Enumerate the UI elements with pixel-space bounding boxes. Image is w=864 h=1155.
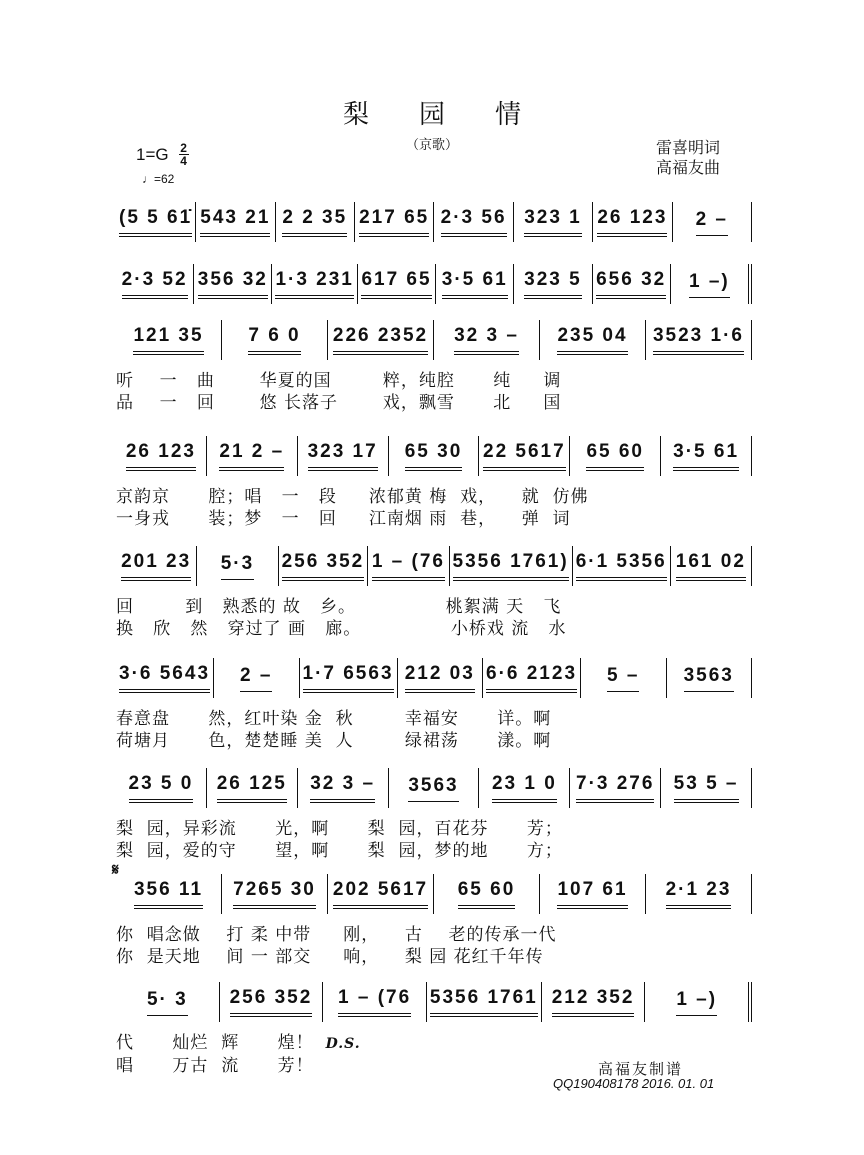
- lyric-text: 梨 园，异彩流 光，啊 梨 园，百花芬 芳；: [116, 819, 563, 839]
- dal-segno-mark: D.S.: [325, 1036, 361, 1052]
- lyric-text: 梨 园，爱的守 望，啊 梨 园，梦的地 方；: [116, 841, 563, 861]
- score-system: [116, 258, 752, 304]
- measure: [222, 874, 328, 914]
- note-group: 217 65: [359, 207, 429, 237]
- measure: [514, 264, 592, 304]
- note-group: 2·3 56: [441, 207, 507, 237]
- measure: [573, 546, 671, 586]
- measure: [646, 874, 752, 914]
- tempo-mark: ♩=62: [142, 172, 175, 186]
- note-group: 5· 3: [147, 989, 188, 1016]
- note-group: 3·5 61: [442, 269, 508, 299]
- measure: [279, 546, 369, 586]
- note-group: 22 5617: [483, 441, 566, 471]
- measure: [116, 658, 214, 698]
- lyric-verse-2: [116, 392, 752, 414]
- measure: [581, 658, 666, 698]
- contact-info: QQ190408178 2016. 01. 01: [553, 1076, 715, 1091]
- measure: [116, 546, 197, 586]
- lyric-verse-1: [116, 596, 752, 618]
- song-title: 梨园情: [342, 100, 571, 130]
- measure: [300, 658, 398, 698]
- lyric-verse-1: [116, 1032, 752, 1055]
- measure: [207, 768, 298, 808]
- measure: [646, 320, 752, 360]
- note-group: 5 –: [607, 665, 639, 692]
- note-group: 32 3 –: [454, 325, 519, 355]
- note-group: 323 5: [524, 269, 582, 299]
- lyric-text: 你 是天地 间 一 部交 响， 梨 园 花红千年传: [116, 947, 544, 967]
- measure: [276, 202, 355, 242]
- note-group: 543 21: [200, 207, 270, 237]
- time-signature: [179, 142, 189, 167]
- measure: [389, 768, 480, 808]
- measure: [398, 658, 483, 698]
- measure: [197, 546, 278, 586]
- notation-line: [116, 652, 752, 698]
- note-group: 2 –: [696, 209, 728, 236]
- measure: [116, 264, 194, 304]
- note-group: 5·3: [221, 553, 254, 580]
- lyric-text: 换 欣 然 穿过了 画 廊。 小桥戏 流 水: [116, 619, 567, 639]
- lyricist: 雷喜明词: [656, 138, 721, 157]
- measure: [194, 264, 272, 304]
- measure: [298, 436, 389, 476]
- note-group: 26 125: [217, 773, 287, 803]
- measure: [671, 546, 752, 586]
- measure: [667, 658, 752, 698]
- lyric-text: 春意盘 然，红叶染 金 秋 幸福安 详。啊: [116, 709, 552, 729]
- note-group: 26 123: [597, 207, 667, 237]
- lyrics-block: [116, 486, 752, 530]
- note-group: 6·1 5356: [576, 551, 667, 581]
- score-system: [116, 430, 752, 530]
- measure: [645, 982, 752, 1022]
- measure: [593, 202, 672, 242]
- measure: [661, 436, 752, 476]
- note-group: 212 352: [552, 987, 635, 1017]
- note-group: 617 65: [361, 269, 431, 299]
- note-group: 256 352: [282, 551, 365, 581]
- measure: [570, 768, 661, 808]
- note-group: 323 1: [524, 207, 582, 237]
- measure: [542, 982, 646, 1022]
- score-system: [116, 762, 752, 862]
- note-group: 201 23: [121, 551, 191, 581]
- notation-line: [116, 762, 752, 808]
- note-group: 121 35: [133, 325, 203, 355]
- key-signature: [136, 142, 189, 167]
- credits: [656, 138, 720, 178]
- note-group: 107 61: [557, 879, 627, 909]
- measure: [116, 874, 222, 914]
- note-group: 235 04: [557, 325, 627, 355]
- measure: [368, 546, 449, 586]
- measure: [222, 320, 328, 360]
- note-group: 3·6 5643: [119, 663, 210, 693]
- note-group: 356 11: [134, 879, 203, 909]
- note-group: (5 5 61̇: [119, 207, 192, 237]
- measure: [328, 874, 434, 914]
- notation-line: [116, 540, 752, 586]
- measure: [116, 320, 222, 360]
- note-group: 7 6 0: [248, 325, 300, 355]
- measure: [196, 202, 275, 242]
- lyric-verse-1: [116, 708, 752, 730]
- notation-line: [116, 314, 752, 360]
- note-group: 1 –): [689, 271, 730, 298]
- note-group: 1 – (76: [338, 987, 411, 1017]
- lyrics-block: [116, 818, 752, 862]
- lyric-text: 唱 万古 流 芳！: [116, 1056, 314, 1076]
- arranger-credit: 高福友制谱: [598, 1060, 684, 1078]
- time-sig-bottom: 4: [180, 154, 187, 168]
- measure: [220, 982, 324, 1022]
- measure: [298, 768, 389, 808]
- note-group: 323 17: [308, 441, 378, 471]
- note-group: 65 30: [405, 441, 463, 471]
- measure: [116, 202, 196, 242]
- measure: [355, 202, 434, 242]
- segno-icon: 𝄋: [112, 862, 119, 879]
- score-system: [116, 540, 752, 640]
- lyric-text: 回 到 熟悉的 故 乡。 桃絮满 天 飞: [116, 597, 562, 617]
- note-group: 3563: [408, 775, 458, 802]
- note-group: 65 60: [458, 879, 516, 909]
- measure: [483, 658, 581, 698]
- lyric-verse-2: [116, 730, 752, 752]
- measure: [540, 320, 646, 360]
- measure: [116, 768, 207, 808]
- note-group: 1 – (76: [372, 551, 445, 581]
- score-system: [112, 862, 752, 968]
- score-system: [116, 652, 752, 752]
- note-group: 256 352: [230, 987, 313, 1017]
- measure: [593, 264, 671, 304]
- note-group: 6·6 2123: [486, 663, 577, 693]
- note-group: 53 5 –: [674, 773, 739, 803]
- note-group: 2·1 23: [666, 879, 732, 909]
- note-group: 1 –): [676, 989, 717, 1016]
- note-group: 2 –: [240, 665, 272, 692]
- notation-line: [112, 862, 752, 914]
- note-group: 23 1 0: [492, 773, 557, 803]
- lyric-verse-2: [116, 508, 752, 530]
- lyrics-block: [116, 596, 752, 640]
- note-group: 65 60: [586, 441, 644, 471]
- note-group: 161 02: [676, 551, 746, 581]
- notation-line: [116, 258, 752, 304]
- lyrics-block: [116, 370, 752, 414]
- note-group: 7·3 276: [576, 773, 654, 803]
- note-group: 226 2352: [333, 325, 428, 355]
- note-group: 1·3 231: [275, 269, 353, 299]
- lyric-verse-2: [116, 618, 752, 640]
- lyric-verse-1: [116, 924, 752, 946]
- lyric-text: 荷塘月 色，楚楚睡 美 人 绿裙荡 漾。啊: [116, 731, 552, 751]
- lyric-verse-1: [116, 818, 752, 840]
- note-group: 2·3 52: [122, 269, 188, 299]
- genre-subtitle: （京歌）: [405, 138, 458, 153]
- measure: [661, 768, 752, 808]
- lyrics-block: [116, 708, 752, 752]
- measure: [214, 658, 299, 698]
- lyric-text: 代 灿烂 辉 煌！: [116, 1033, 314, 1053]
- measure: [436, 264, 514, 304]
- score-system: [116, 196, 752, 242]
- measure: [272, 264, 357, 304]
- measure: [328, 320, 434, 360]
- composer: 高福友曲: [656, 158, 721, 177]
- note-group: 21 2 –: [219, 441, 284, 471]
- note-group: 23 5 0: [129, 773, 194, 803]
- note-group: 1·7 6563: [303, 663, 394, 693]
- measure: [434, 320, 540, 360]
- note-group: 356 32: [198, 269, 268, 299]
- note-group: 212 03: [405, 663, 475, 693]
- measure: [671, 264, 752, 304]
- note-group: 2 2 35: [282, 207, 347, 237]
- measure: [514, 202, 593, 242]
- lyric-verse-2: [116, 840, 752, 862]
- note-group: 202 5617: [333, 879, 428, 909]
- lyric-text: 京韵京 腔；唱 一 段 浓郁黄 梅 戏， 就 仿佛: [116, 487, 589, 507]
- lyric-text: 品 一 回 悠 长落子 戏，飘雪 北 国: [116, 393, 562, 413]
- score-system: [116, 314, 752, 414]
- measure: [434, 202, 513, 242]
- measure: [358, 264, 436, 304]
- note-group: 3523 1·6: [653, 325, 744, 355]
- measure: [479, 436, 570, 476]
- note-group: 7265 30: [233, 879, 316, 909]
- note-group: 5356 1761): [453, 551, 569, 581]
- measure: [479, 768, 570, 808]
- lyric-verse-1: [116, 370, 752, 392]
- time-sig-top: 2: [180, 141, 187, 155]
- note-group: 5356 1761: [430, 987, 538, 1017]
- note-group: 3·5 61: [673, 441, 739, 471]
- lyrics-block: [116, 924, 752, 968]
- note-group: 26 123: [126, 441, 196, 471]
- measure: [427, 982, 542, 1022]
- key-label: 1=G: [136, 144, 169, 164]
- measure: [450, 546, 573, 586]
- lyric-text: 你 唱念做 打 柔 中带 刚， 古 老的传承一代: [116, 925, 557, 945]
- measure: [540, 874, 646, 914]
- measure: [207, 436, 298, 476]
- notation-line: [116, 196, 752, 242]
- notation-line: [116, 430, 752, 476]
- measure: [116, 436, 207, 476]
- note-group: 656 32: [596, 269, 666, 299]
- measure: [673, 202, 752, 242]
- measure: [116, 982, 220, 1022]
- note-group: 3563: [684, 665, 734, 692]
- lyric-verse-2: [116, 946, 752, 968]
- lyric-text: 一身戎 装；梦 一 回 江南烟 雨 巷， 弹 词: [116, 509, 571, 529]
- lyric-text: 听 一 曲 华夏的国 粹，纯腔 纯 调: [116, 371, 562, 391]
- measure: [389, 436, 480, 476]
- measure: [323, 982, 427, 1022]
- measure: [434, 874, 540, 914]
- note-group: 32 3 –: [310, 773, 375, 803]
- lyric-verse-1: [116, 486, 752, 508]
- notation-line: [116, 976, 752, 1022]
- measure: [570, 436, 661, 476]
